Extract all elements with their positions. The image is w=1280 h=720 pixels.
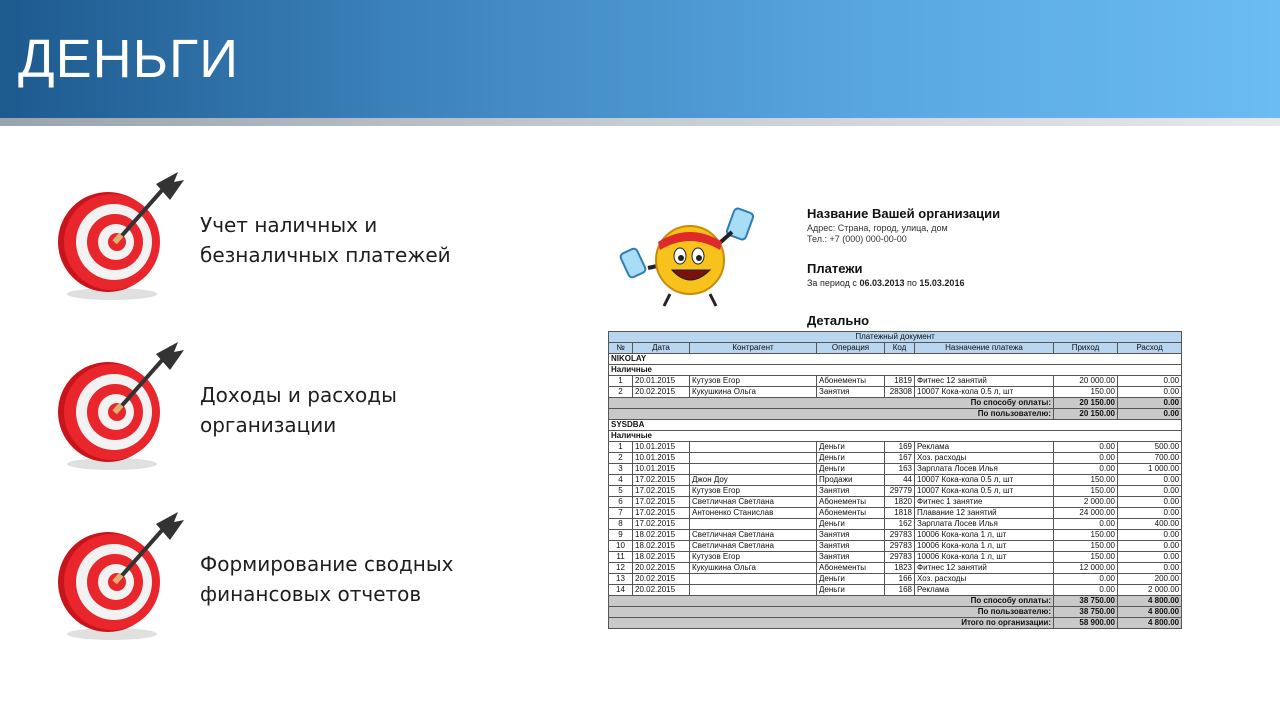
subtotal-expense: 4 800.00 <box>1118 596 1182 607</box>
table-cell: 17.02.2015 <box>633 497 690 508</box>
table-cell: 10006 Кока-кола 1 л, шт <box>915 530 1054 541</box>
table-cell: 0.00 <box>1054 442 1118 453</box>
total-row <box>609 618 1182 629</box>
table-cell: 0.00 <box>1054 464 1118 475</box>
table-cell <box>690 519 817 530</box>
table-cell: Антоненко Станислав <box>690 508 817 519</box>
table-cell: 8 <box>609 519 633 530</box>
slide-title: ДЕНЬГИ <box>18 29 240 89</box>
col-header: Контрагент <box>690 343 817 354</box>
table-cell: 20.01.2015 <box>633 376 690 387</box>
subtotal-row <box>609 409 1182 420</box>
group-name: Наличные <box>609 431 1182 442</box>
bullet-line: Формирование сводных <box>200 552 454 576</box>
table-cell: 20 000.00 <box>1054 376 1118 387</box>
table-cell: 44 <box>885 475 915 486</box>
table-cell: Деньги <box>817 519 885 530</box>
subtotal-expense: 0.00 <box>1118 409 1182 420</box>
table-cell: 28308 <box>885 387 915 398</box>
group-row <box>609 365 1182 376</box>
table-cell: 13 <box>609 574 633 585</box>
subtotal-row <box>609 398 1182 409</box>
dart-target-icon <box>52 336 192 476</box>
org-name: Название Вашей организации <box>807 206 1001 221</box>
table-cell: Кутузов Егор <box>690 486 817 497</box>
table-cell: Деньги <box>817 585 885 596</box>
table-cell: 150.00 <box>1054 486 1118 497</box>
bullet-line: Учет наличных и <box>200 213 378 237</box>
table-cell: Зарплата Лосев Илья <box>915 464 1054 475</box>
table-cell: 2 000.00 <box>1118 585 1182 596</box>
bullet-item <box>200 549 454 609</box>
table-row <box>609 508 1182 519</box>
table-cell <box>690 453 817 464</box>
table-cell: 0.00 <box>1118 387 1182 398</box>
table-row <box>609 464 1182 475</box>
table-cell: 7 <box>609 508 633 519</box>
table-cell: 0.00 <box>1118 563 1182 574</box>
table-cell: 1 <box>609 376 633 387</box>
table-row <box>609 387 1182 398</box>
table-cell: 10006 Кока-кола 1 л, шт <box>915 541 1054 552</box>
bullet-line: организации <box>200 413 337 437</box>
table-row <box>609 574 1182 585</box>
table-row <box>609 442 1182 453</box>
table-cell: Хоз. расходы <box>915 574 1054 585</box>
subtotal-label: По пользователю: <box>609 409 1054 420</box>
col-header: Приход <box>1054 343 1118 354</box>
bullet-item <box>200 210 451 270</box>
table-cell: Светличная Светлана <box>690 541 817 552</box>
table-cell: 12 <box>609 563 633 574</box>
table-cell: 0.00 <box>1118 508 1182 519</box>
doc-header: Платежный документ <box>609 332 1182 343</box>
table-cell: 0.00 <box>1054 519 1118 530</box>
subtotal-income: 20 150.00 <box>1054 409 1118 420</box>
table-cell: Реклама <box>915 585 1054 596</box>
table-cell: Абонементы <box>817 563 885 574</box>
table-cell: Плавание 12 занятий <box>915 508 1054 519</box>
subtotal-income: 20 150.00 <box>1054 398 1118 409</box>
bullet-line: безналичных платежей <box>200 243 451 267</box>
table-row <box>609 486 1182 497</box>
table-cell: 10 <box>609 541 633 552</box>
table-cell: 162 <box>885 519 915 530</box>
table-cell: 1823 <box>885 563 915 574</box>
group-row <box>609 431 1182 442</box>
table-cell: 2 000.00 <box>1054 497 1118 508</box>
report-period <box>807 278 964 288</box>
table-cell: 0.00 <box>1054 453 1118 464</box>
table-cell: 17.02.2015 <box>633 508 690 519</box>
table-cell: Занятия <box>817 541 885 552</box>
col-header: Расход <box>1118 343 1182 354</box>
table-cell: Деньги <box>817 464 885 475</box>
table-row <box>609 376 1182 387</box>
table-cell: Занятия <box>817 552 885 563</box>
table-cell: 1 <box>609 442 633 453</box>
subtotal-income: 38 750.00 <box>1054 596 1118 607</box>
table-cell <box>690 442 817 453</box>
table-cell: 400.00 <box>1118 519 1182 530</box>
table-cell: Светличная Светлана <box>690 497 817 508</box>
table-cell: Кутузов Егор <box>690 552 817 563</box>
table-cell: 20.02.2015 <box>633 387 690 398</box>
table-cell: 14 <box>609 585 633 596</box>
period-from: 06.03.2013 <box>859 278 905 288</box>
table-cell: 168 <box>885 585 915 596</box>
bullet-line: Доходы и расходы <box>200 383 397 407</box>
table-cell: 150.00 <box>1054 541 1118 552</box>
table-cell: 4 <box>609 475 633 486</box>
table-row <box>609 585 1182 596</box>
table-cell: 10.01.2015 <box>633 442 690 453</box>
period-prefix: За период с <box>807 278 857 288</box>
table-cell: Фитнес 12 занятий <box>915 563 1054 574</box>
total-expense: 4 800.00 <box>1118 618 1182 629</box>
table-cell: 9 <box>609 530 633 541</box>
fitness-smiley-icon <box>618 198 754 308</box>
table-cell: 10006 Кока-кола 1 л, шт <box>915 552 1054 563</box>
table-cell: 1819 <box>885 376 915 387</box>
table-cell: 10007 Кока-кола 0.5 л, шт <box>915 387 1054 398</box>
table-cell: Джон Доу <box>690 475 817 486</box>
total-income: 58 900.00 <box>1054 618 1118 629</box>
subtotal-expense: 0.00 <box>1118 398 1182 409</box>
table-row <box>609 453 1182 464</box>
table-cell: 3 <box>609 464 633 475</box>
table-cell: Фитнес 12 занятий <box>915 376 1054 387</box>
table-doc-header-row <box>609 332 1182 343</box>
table-cell: 0.00 <box>1054 574 1118 585</box>
subtotal-row <box>609 607 1182 618</box>
table-cell: Продажи <box>817 475 885 486</box>
table-cell: 700.00 <box>1118 453 1182 464</box>
table-header-row <box>609 343 1182 354</box>
table-cell: 6 <box>609 497 633 508</box>
table-cell: 24 000.00 <box>1054 508 1118 519</box>
table-cell: 5 <box>609 486 633 497</box>
table-cell: Деньги <box>817 442 885 453</box>
dart-target-icon <box>52 166 192 306</box>
table-cell: 1 000.00 <box>1118 464 1182 475</box>
col-header: Дата <box>633 343 690 354</box>
table-cell: 10.01.2015 <box>633 464 690 475</box>
table-cell: 1820 <box>885 497 915 508</box>
subtotal-row <box>609 596 1182 607</box>
table-cell: 29783 <box>885 530 915 541</box>
col-header: Код <box>885 343 915 354</box>
user-row <box>609 420 1182 431</box>
table-cell: 150.00 <box>1054 530 1118 541</box>
table-cell: 0.00 <box>1118 486 1182 497</box>
table-cell: Кукушкина Ольга <box>690 563 817 574</box>
subtotal-label: По способу оплаты: <box>609 398 1054 409</box>
table-cell: Фитнес 1 занятие <box>915 497 1054 508</box>
table-cell: Занятия <box>817 387 885 398</box>
subtotal-label: По пользователю: <box>609 607 1054 618</box>
table-cell: 29779 <box>885 486 915 497</box>
table-cell: Кутузов Егор <box>690 376 817 387</box>
period-mid: по <box>907 278 917 288</box>
table-cell <box>690 464 817 475</box>
table-cell: 0.00 <box>1118 552 1182 563</box>
table-cell: 150.00 <box>1054 387 1118 398</box>
table-cell: Деньги <box>817 453 885 464</box>
table-cell: 0.00 <box>1054 585 1118 596</box>
table-cell: 17.02.2015 <box>633 486 690 497</box>
table-cell: 200.00 <box>1118 574 1182 585</box>
table-cell: 29783 <box>885 552 915 563</box>
payments-table <box>608 331 1182 629</box>
table-cell: 163 <box>885 464 915 475</box>
table-cell: 11 <box>609 552 633 563</box>
bullet-item <box>200 380 397 440</box>
table-cell: Реклама <box>915 442 1054 453</box>
table-cell: 0.00 <box>1118 475 1182 486</box>
table-cell: 166 <box>885 574 915 585</box>
table-cell: Занятия <box>817 530 885 541</box>
subtotal-expense: 4 800.00 <box>1118 607 1182 618</box>
col-header: № <box>609 343 633 354</box>
table-cell: Абонементы <box>817 508 885 519</box>
detail-heading: Детально <box>807 313 870 328</box>
table-cell: 18.02.2015 <box>633 530 690 541</box>
user-name: SYSDBA <box>609 420 1182 431</box>
bullet-line: финансовых отчетов <box>200 582 422 606</box>
user-name: NIKOLAY <box>609 354 1182 365</box>
table-cell <box>690 585 817 596</box>
table-cell: Абонементы <box>817 376 885 387</box>
subtotal-label: По способу оплаты: <box>609 596 1054 607</box>
table-cell: 17.02.2015 <box>633 519 690 530</box>
col-header: Назначение платежа <box>915 343 1054 354</box>
table-cell: 0.00 <box>1118 497 1182 508</box>
table-cell: Занятия <box>817 486 885 497</box>
report-title: Платежи <box>807 261 863 276</box>
table-row <box>609 475 1182 486</box>
user-row <box>609 354 1182 365</box>
table-row <box>609 563 1182 574</box>
table-cell: Кукушкина Ольга <box>690 387 817 398</box>
table-row <box>609 530 1182 541</box>
group-name: Наличные <box>609 365 1182 376</box>
col-header: Операция <box>817 343 885 354</box>
table-cell: 2 <box>609 453 633 464</box>
table-cell: 18.02.2015 <box>633 552 690 563</box>
table-row <box>609 519 1182 530</box>
table-cell: Деньги <box>817 574 885 585</box>
table-cell: 500.00 <box>1118 442 1182 453</box>
table-cell: 10007 Кока-кола 0.5 л, шт <box>915 486 1054 497</box>
dart-target-icon <box>52 506 192 646</box>
table-cell: 12 000.00 <box>1054 563 1118 574</box>
subtotal-income: 38 750.00 <box>1054 607 1118 618</box>
table-cell <box>690 574 817 585</box>
banner-divider <box>0 118 1280 126</box>
table-cell: 169 <box>885 442 915 453</box>
period-to: 15.03.2016 <box>919 278 965 288</box>
table-cell: Зарплата Лосев Илья <box>915 519 1054 530</box>
table-cell: 10007 Кока-кола 0.5 л, шт <box>915 475 1054 486</box>
table-cell: 167 <box>885 453 915 464</box>
org-phone: Тел.: +7 (000) 000-00-00 <box>807 234 907 244</box>
table-row <box>609 552 1182 563</box>
table-row <box>609 541 1182 552</box>
table-cell: 0.00 <box>1118 541 1182 552</box>
table-cell: 0.00 <box>1118 376 1182 387</box>
total-label: Итого по организации: <box>609 618 1054 629</box>
table-cell: 1818 <box>885 508 915 519</box>
table-cell: 150.00 <box>1054 552 1118 563</box>
table-cell: Абонементы <box>817 497 885 508</box>
table-cell: Хоз. расходы <box>915 453 1054 464</box>
table-cell: 20.02.2015 <box>633 563 690 574</box>
table-cell: 17.02.2015 <box>633 475 690 486</box>
table-cell: 20.02.2015 <box>633 574 690 585</box>
table-row <box>609 497 1182 508</box>
table-cell: 150.00 <box>1054 475 1118 486</box>
org-address: Адрес: Страна, город, улица, дом <box>807 223 948 233</box>
table-cell: 2 <box>609 387 633 398</box>
table-cell: 18.02.2015 <box>633 541 690 552</box>
table-cell: Светличная Светлана <box>690 530 817 541</box>
table-cell: 29783 <box>885 541 915 552</box>
table-cell: 10.01.2015 <box>633 453 690 464</box>
table-cell: 20.02.2015 <box>633 585 690 596</box>
table-cell: 0.00 <box>1118 530 1182 541</box>
